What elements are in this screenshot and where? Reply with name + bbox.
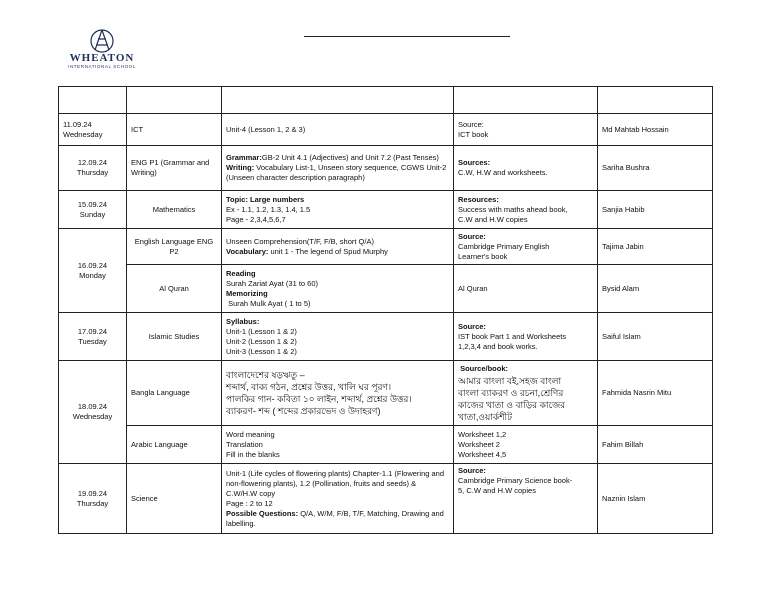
- syllabus-cell: Unit-4 (Lesson 1, 2 & 3): [222, 114, 454, 146]
- header-row: [59, 87, 713, 114]
- subject-cell: Islamic Studies: [127, 313, 222, 361]
- teacher-cell: Saiful Islam: [598, 313, 713, 361]
- title-underline: [304, 36, 510, 37]
- subject-cell: Arabic Language: [127, 426, 222, 464]
- syllabus-cell: Reading Surah Zariat Ayat (31 to 60) Memorizing Surah Mulk Ayat ( 1 to 5): [222, 265, 454, 313]
- exam-schedule-table: [58, 86, 713, 534]
- table-row: [59, 114, 713, 146]
- syllabus-cell: Unit-1 (Life cycles of flowering plants) Chapter-1.1 (Flowering and non-flowering plants), 1.2 (Pollination, fruits and seeds) & C.W/H.W copy Page : 2 to 12 Possible Questions: Q/A, W/M, F/B, T/F, Matching, Drawing and labelling.: [222, 464, 454, 534]
- teacher-cell: Fahmida Nasrin Mitu: [598, 361, 713, 426]
- date-cell: 19.09.24 Thursday: [59, 464, 127, 534]
- subject-cell: ICT: [127, 114, 222, 146]
- teacher-cell: Fahim Billah: [598, 426, 713, 464]
- school-logo: [62, 28, 142, 76]
- teacher-cell: Sanjia Habib: [598, 191, 713, 229]
- source-cell: Source: Cambridge Primary Science book- 5, C.W and H.W copies: [454, 464, 598, 534]
- source-cell: Worksheet 1,2 Worksheet 2 Worksheet 4,5: [454, 426, 598, 464]
- teacher-cell: Sariha Bushra: [598, 146, 713, 191]
- subject-cell: Science: [127, 464, 222, 534]
- date-cell: 11.09.24 Wednesday: [59, 114, 127, 146]
- header-cell: [222, 87, 454, 114]
- header-cell: [454, 87, 598, 114]
- source-cell: Al Quran: [454, 265, 598, 313]
- subject-cell: Mathematics: [127, 191, 222, 229]
- table-row: [59, 229, 713, 265]
- date-cell: 16.09.24 Monday: [59, 229, 127, 313]
- table-row: [59, 361, 713, 426]
- header-cell: [59, 87, 127, 114]
- subject-cell: Bangla Language: [127, 361, 222, 426]
- syllabus-cell: Word meaning Translation Fill in the blanks: [222, 426, 454, 464]
- syllabus-cell: Topic: Large numbers Ex - 1.1, 1.2, 1.3, 1.4, 1.5 Page - 2,3,4,5,6,7: [222, 191, 454, 229]
- table-row: [59, 146, 713, 191]
- school-tagline: INTERNATIONAL SCHOOL: [68, 64, 136, 69]
- subject-cell: English Language ENG P2: [127, 229, 222, 265]
- teacher-cell: Tajima Jabin: [598, 229, 713, 265]
- source-cell: Source: ICT book: [454, 114, 598, 146]
- teacher-cell: Naznin Islam: [598, 464, 713, 534]
- table-row: [59, 426, 713, 464]
- subject-cell: ENG P1 (Grammar and Writing): [127, 146, 222, 191]
- header-cell: [598, 87, 713, 114]
- source-cell: Resources: Success with maths ahead book, C.W and H.W copies: [454, 191, 598, 229]
- syllabus-cell: Grammar:GB-2 Unit 4.1 (Adjectives) and Unit 7.2 (Past Tenses) Writing: Vocabulary List-1, Unseen story sequence, CGWS Unit-2 (Unseen character description paragraph): [222, 146, 454, 191]
- source-cell: Sources: C.W, H.W and worksheets.: [454, 146, 598, 191]
- syllabus-cell: বাংলাদেশের ষড়ঋতু – শব্দার্থ, বাক্য গঠন, প্রশ্নের উত্তর, খালি ঘর পূরণ। পালকির গান- কবিতা ১০ লাইন, শব্দার্থ, প্রশ্নের উত্তর। ব্যাকরণ- শব্দ ( শব্দের প্রকারভেদ ও উদাহরণ): [222, 361, 454, 426]
- source-cell: Source: Cambridge Primary English Learner's book: [454, 229, 598, 265]
- syllabus-cell: Syllabus: Unit-1 (Lesson 1 & 2) Unit-2 (Lesson 1 & 2) Unit-3 (Lesson 1 & 2): [222, 313, 454, 361]
- date-cell: 12.09.24 Thursday: [59, 146, 127, 191]
- school-crest-icon: [87, 28, 117, 54]
- date-cell: 18.09.24 Wednesday: [59, 361, 127, 464]
- table-row: [59, 464, 713, 534]
- teacher-cell: Bysid Alam: [598, 265, 713, 313]
- date-cell: 17.09.24 Tuesday: [59, 313, 127, 361]
- school-name: WHEATON: [69, 52, 135, 64]
- source-cell: Source/book: আমার বাংলা বই,সহজ বাংলা বাংলা ব্যাকরণ ও রচনা,শ্রেণির কাজের খাতা ও বাড়ির কাজের খাতা,ওয়ার্কশীট: [454, 361, 598, 426]
- source-cell: Source: IST book Part 1 and Worksheets 1,2,3,4 and book works.: [454, 313, 598, 361]
- subject-cell: Al Quran: [127, 265, 222, 313]
- table-row: [59, 191, 713, 229]
- teacher-cell: Md Mahtab Hossain: [598, 114, 713, 146]
- table-row: [59, 313, 713, 361]
- date-cell: 15.09.24 Sunday: [59, 191, 127, 229]
- table-row: [59, 265, 713, 313]
- header-cell: [127, 87, 222, 114]
- syllabus-cell: Unseen Comprehension(T/F, F/B, short Q/A) Vocabulary: unit 1 - The legend of Spud Murphy: [222, 229, 454, 265]
